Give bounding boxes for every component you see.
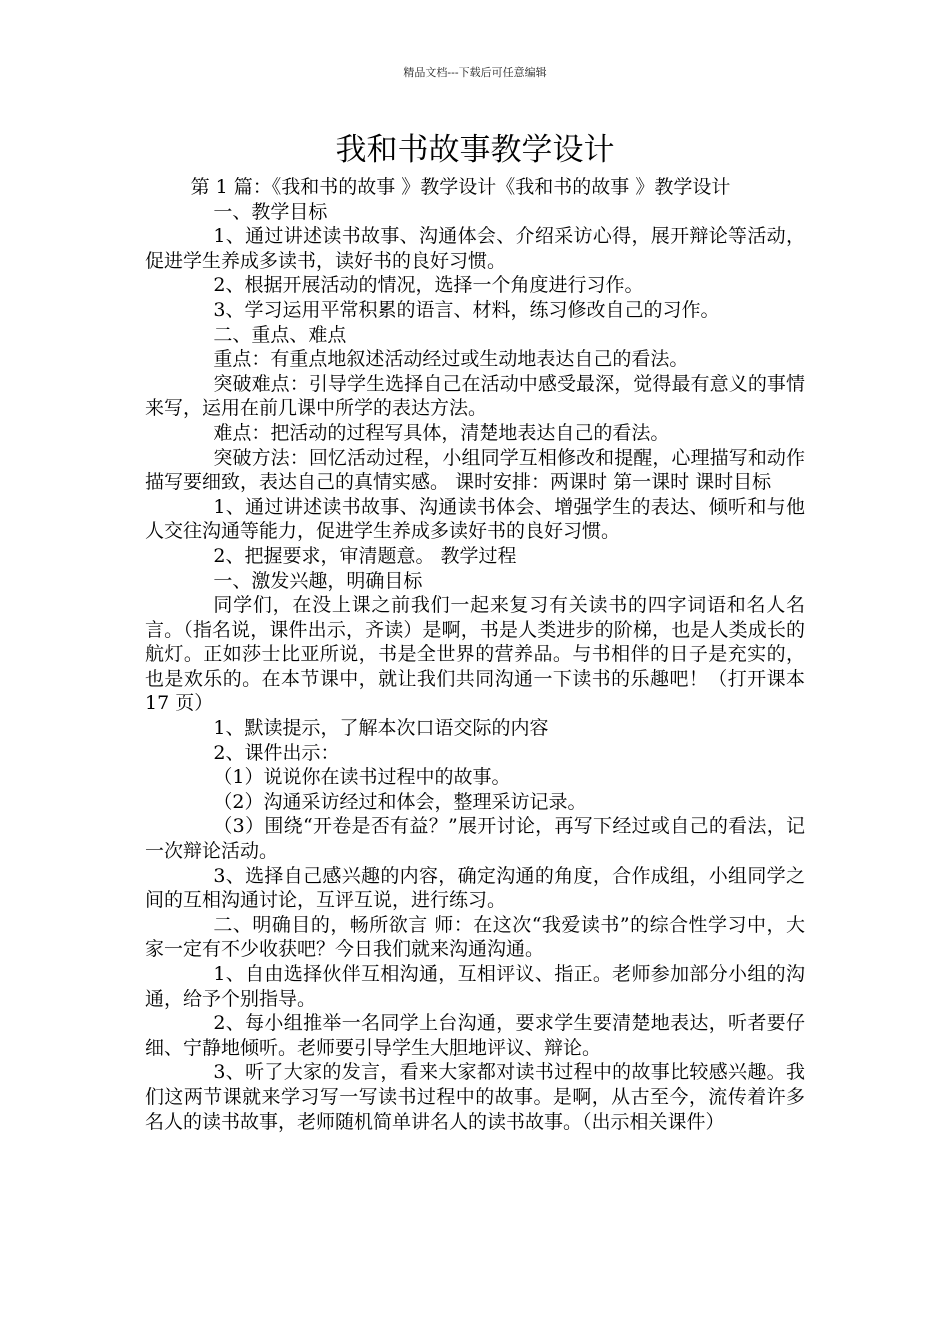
section-heading: 一、激发兴趣，明确目标 bbox=[213, 569, 423, 592]
document-title: 我和书故事教学设计 bbox=[335, 132, 615, 168]
paragraph: 1、通过讲述读书故事、沟通体会、介绍采访心得，展开辩论等活动，促进学生养成多读书，读好书的良好习惯。 bbox=[145, 225, 805, 272]
paragraph: 2、每小组推举一名同学上台沟通，要求学生要清楚地表达，听者要仔细、宁静地倾听。老师要引导学生大胆地评议、辩论。 bbox=[145, 1012, 805, 1059]
paragraph: 1、自由选择伙伴互相沟通，互相评议、指正。老师参加部分小组的沟通，给予个别指导。 bbox=[145, 963, 805, 1010]
paragraph: 1、默读提示，了解本次口语交际的内容 bbox=[213, 717, 549, 740]
paragraph: 1、通过讲述读书故事、沟通读书体会、增强学生的表达、倾听和与他人交往沟通等能力，促进学生养成多读好书的良好习惯。 bbox=[145, 495, 805, 543]
paragraph: 2、把握要求，审清题意。 教学过程 bbox=[213, 544, 517, 567]
paragraph: （1）说说你在读书过程中的故事。 bbox=[213, 766, 511, 789]
paragraph: 突破方法：回忆活动过程，小组同学互相修改和提醒，心理描写和动作描写要细致，表达自己的真情实感。 课时安排：两课时 第一课时 课时目标 bbox=[145, 446, 805, 494]
paragraph: 同学们，在没上课之前我们一起来复习有关读书的四字词语和名人名言。（指名说，课件出示，齐读）是啊，书是人类进步的阶梯，也是人类成长的航灯。正如莎士比亚所说，书是全世界的营养品。与书相伴的日子是充实的，也是欢乐的。在本节课中，就让我们共同沟通一下读书的乐趣吧！（打开课本 17 页） bbox=[145, 594, 805, 715]
paragraph: 3、选择自己感兴趣的内容，确定沟通的角度，合作成组，小组同学之间的互相沟通讨论，互评互说，进行练习。 bbox=[145, 864, 805, 912]
section-heading: 二、明确目的，畅所欲言 师：在这次“我爱读书”的综合性学习中，大家一定有不少收获吧？今日我们就来沟通沟通。 bbox=[145, 913, 805, 961]
page-header: 精品文档---下载后可任意编辑 bbox=[403, 66, 547, 79]
paragraph: 第 1 篇：《我和书的故事 》教学设计《我和书的故事 》教学设计 bbox=[190, 176, 731, 198]
paragraph: 2、课件出示： bbox=[213, 741, 340, 764]
paragraph: 重点：有重点地叙述活动经过或生动地表达自己的看法。 bbox=[213, 348, 689, 371]
section-heading: 一、教学目标 bbox=[213, 200, 328, 223]
paragraph: 2、根据开展活动的情况，选择一个角度进行习作。 bbox=[213, 274, 644, 297]
paragraph: 突破难点：引导学生选择自己在活动中感受最深，觉得最有意义的事情来写，运用在前几课中所学的表达方法。 bbox=[145, 372, 805, 420]
paragraph: （3）围绕“开卷是否有益？”展开讨论，再写下经过或自己的看法，记一次辩论活动。 bbox=[145, 815, 805, 863]
paragraph: 难点：把活动的过程写具体，清楚地表达自己的看法。 bbox=[213, 421, 670, 444]
paragraph: 3、学习运用平常积累的语言、材料，练习修改自己的习作。 bbox=[213, 298, 720, 321]
document-body bbox=[145, 175, 805, 1134]
paragraph: （2）沟通采访经过和体会，整理采访记录。 bbox=[213, 790, 587, 813]
section-heading: 二、重点、难点 bbox=[213, 323, 347, 346]
paragraph: 3、听了大家的发言，看来大家都对读书过程中的故事比较感兴趣。我们这两节课就来学习写一写读书过程中的故事。是啊，从古至今，流传着许多名人的读书故事，老师随机简单讲名人的读书故事。（出示相关课件） bbox=[145, 1061, 805, 1133]
